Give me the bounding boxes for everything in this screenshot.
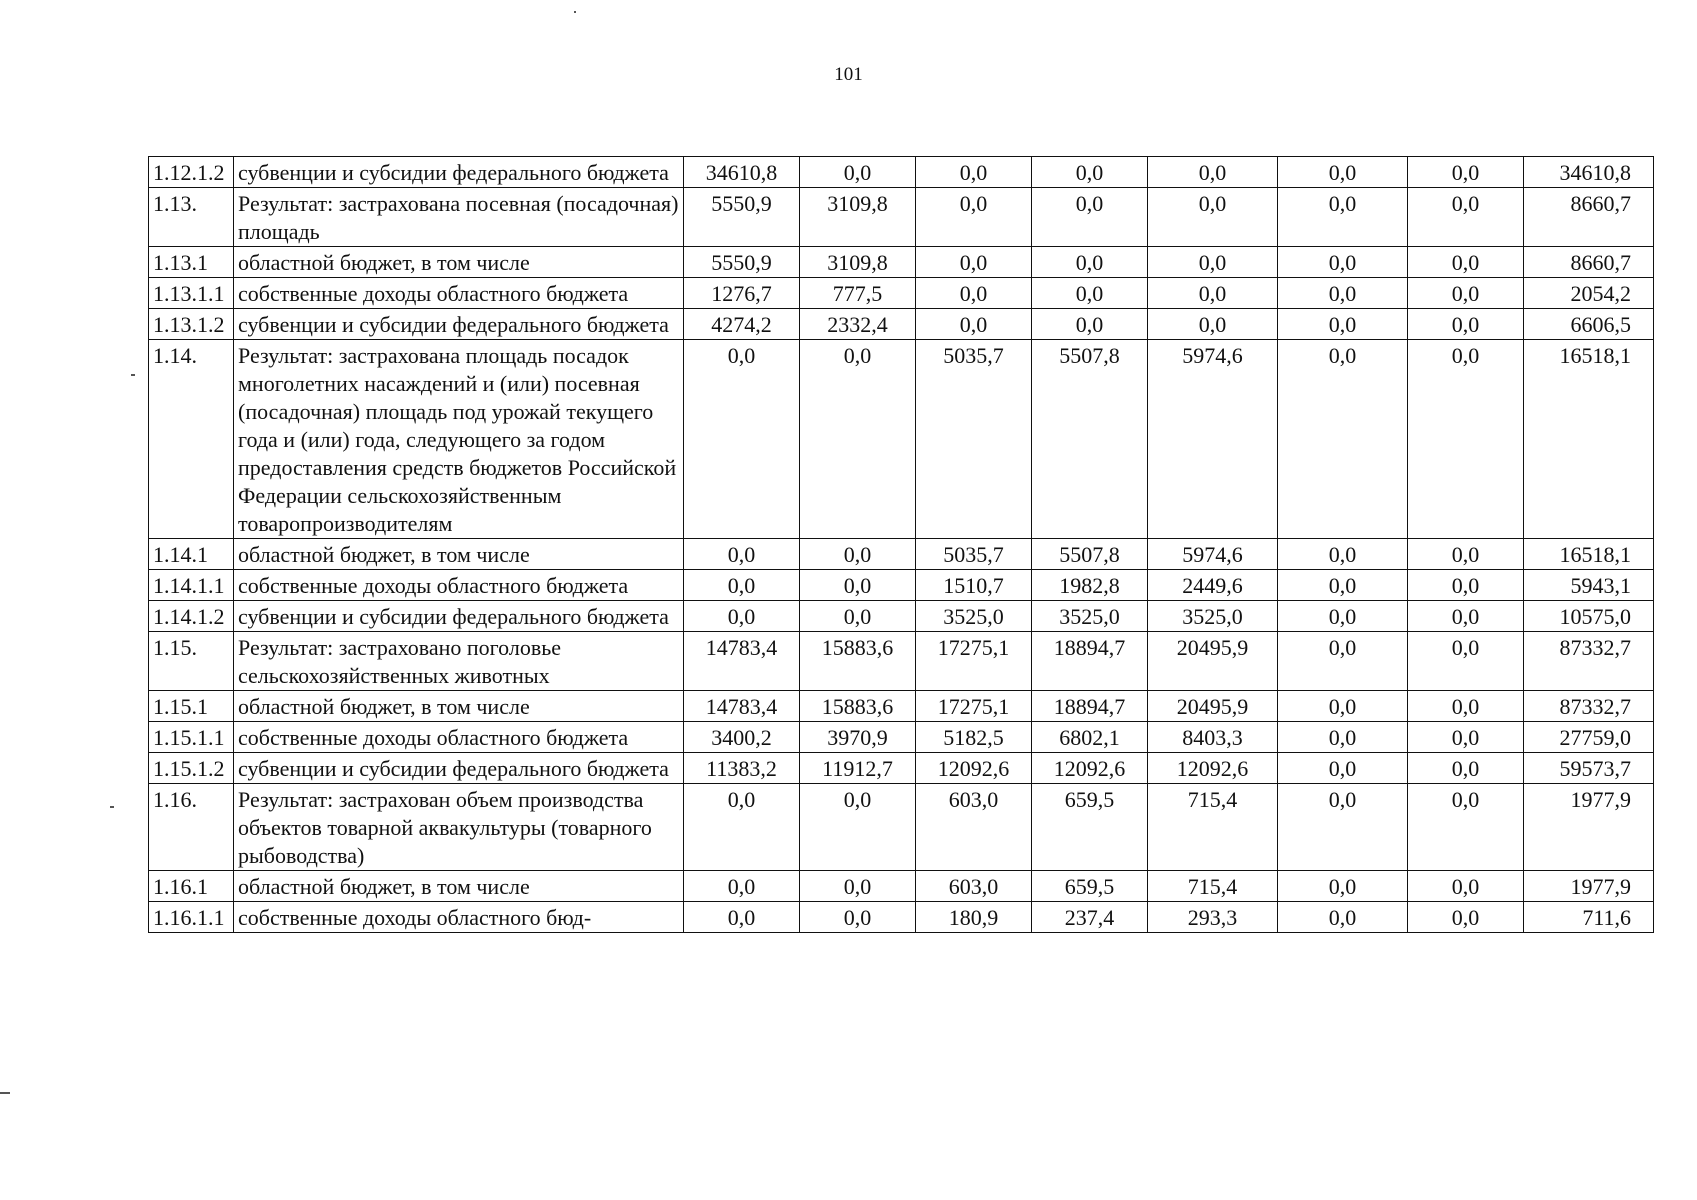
row-total-value: 59573,7 — [1524, 753, 1654, 784]
row-value: 0,0 — [1278, 188, 1408, 247]
row-value: 0,0 — [1278, 601, 1408, 632]
row-total-value: 87332,7 — [1524, 632, 1654, 691]
row-value: 34610,8 — [684, 157, 800, 188]
row-value: 14783,4 — [684, 691, 800, 722]
row-value: 0,0 — [1408, 753, 1524, 784]
row-value: 0,0 — [1408, 247, 1524, 278]
row-value: 0,0 — [1278, 247, 1408, 278]
row-value: 5035,7 — [916, 340, 1032, 539]
row-code: 1.15.1 — [149, 691, 234, 722]
table-row — [149, 539, 1654, 570]
row-value: 5507,8 — [1032, 340, 1148, 539]
row-value: 0,0 — [916, 188, 1032, 247]
row-description: областной бюджет, в том числе — [234, 539, 684, 570]
row-value: 0,0 — [1408, 691, 1524, 722]
row-value: 0,0 — [1278, 340, 1408, 539]
table-row — [149, 309, 1654, 340]
page-number: 101 — [834, 64, 863, 85]
row-value: 3109,8 — [800, 247, 916, 278]
row-value: 18894,7 — [1032, 632, 1148, 691]
row-description: субвенции и субсидии федерального бюджета — [234, 753, 684, 784]
row-value: 5182,5 — [916, 722, 1032, 753]
row-total-value: 2054,2 — [1524, 278, 1654, 309]
row-value: 3400,2 — [684, 722, 800, 753]
row-total-value: 10575,0 — [1524, 601, 1654, 632]
row-description: субвенции и субсидии федерального бюджета — [234, 309, 684, 340]
row-value: 715,4 — [1148, 784, 1278, 871]
row-value: 0,0 — [1032, 188, 1148, 247]
row-value: 0,0 — [1408, 632, 1524, 691]
row-value: 5035,7 — [916, 539, 1032, 570]
row-code: 1.13.1 — [149, 247, 234, 278]
row-value: 0,0 — [684, 784, 800, 871]
row-value: 0,0 — [800, 570, 916, 601]
row-description: собственные доходы областного бюджета — [234, 570, 684, 601]
table-row — [149, 784, 1654, 871]
row-value: 0,0 — [1408, 188, 1524, 247]
row-total-value: 34610,8 — [1524, 157, 1654, 188]
row-code: 1.13.1.1 — [149, 278, 234, 309]
row-value: 0,0 — [684, 902, 800, 933]
row-value: 3109,8 — [800, 188, 916, 247]
row-value: 2332,4 — [800, 309, 916, 340]
row-code: 1.16.1 — [149, 871, 234, 902]
row-value: 0,0 — [800, 601, 916, 632]
row-value: 1276,7 — [684, 278, 800, 309]
row-description: субвенции и субсидии федерального бюджета — [234, 157, 684, 188]
row-value: 0,0 — [1148, 188, 1278, 247]
row-value: 0,0 — [1278, 871, 1408, 902]
row-total-value: 16518,1 — [1524, 539, 1654, 570]
table-row — [149, 340, 1654, 539]
table-row — [149, 871, 1654, 902]
row-value: 0,0 — [684, 570, 800, 601]
table-row — [149, 247, 1654, 278]
row-value: 11383,2 — [684, 753, 800, 784]
row-value: 659,5 — [1032, 784, 1148, 871]
row-value: 0,0 — [684, 601, 800, 632]
row-code: 1.15.1.2 — [149, 753, 234, 784]
row-total-value: 5943,1 — [1524, 570, 1654, 601]
row-value: 659,5 — [1032, 871, 1148, 902]
row-description: собственные доходы областного бюджета — [234, 722, 684, 753]
row-value: 0,0 — [1278, 539, 1408, 570]
row-value: 603,0 — [916, 784, 1032, 871]
row-value: 0,0 — [800, 539, 916, 570]
row-value: 14783,4 — [684, 632, 800, 691]
scan-speck — [574, 11, 576, 13]
row-value: 0,0 — [1408, 157, 1524, 188]
row-value: 12092,6 — [1148, 753, 1278, 784]
row-value: 0,0 — [1408, 539, 1524, 570]
row-value: 0,0 — [1408, 784, 1524, 871]
row-value: 0,0 — [1278, 632, 1408, 691]
row-value: 0,0 — [1278, 784, 1408, 871]
row-value: 12092,6 — [916, 753, 1032, 784]
row-value: 0,0 — [800, 784, 916, 871]
row-total-value: 1977,9 — [1524, 871, 1654, 902]
row-value: 0,0 — [1408, 278, 1524, 309]
row-value: 0,0 — [800, 902, 916, 933]
row-value: 0,0 — [1278, 309, 1408, 340]
row-value: 15883,6 — [800, 691, 916, 722]
row-value: 0,0 — [1278, 157, 1408, 188]
row-value: 0,0 — [1278, 691, 1408, 722]
row-value: 0,0 — [1032, 247, 1148, 278]
row-code: 1.13.1.2 — [149, 309, 234, 340]
row-total-value: 27759,0 — [1524, 722, 1654, 753]
row-value: 715,4 — [1148, 871, 1278, 902]
row-value: 5550,9 — [684, 188, 800, 247]
row-value: 180,9 — [916, 902, 1032, 933]
row-description: Результат: застраховано поголовье сельскохозяйственных животных — [234, 632, 684, 691]
row-code: 1.14.1.1 — [149, 570, 234, 601]
row-value: 237,4 — [1032, 902, 1148, 933]
row-value: 11912,7 — [800, 753, 916, 784]
row-value: 0,0 — [916, 247, 1032, 278]
row-value: 8403,3 — [1148, 722, 1278, 753]
row-total-value: 1977,9 — [1524, 784, 1654, 871]
row-value: 0,0 — [1278, 753, 1408, 784]
row-description: собственные доходы областного бюд- — [234, 902, 684, 933]
row-value: 0,0 — [1148, 309, 1278, 340]
row-value: 3525,0 — [1148, 601, 1278, 632]
row-value: 18894,7 — [1032, 691, 1148, 722]
row-value: 0,0 — [1032, 157, 1148, 188]
row-description: областной бюджет, в том числе — [234, 871, 684, 902]
row-description: Результат: застрахована площадь посадок многолетних насаждений и (или) посевная (посадочная) площадь под урожай текущего года и (или) года, следующего за годом предоставления средств бюджетов Российской Федерации сельскохозяйственным товаропроизводителям — [234, 340, 684, 539]
row-code: 1.14.1.2 — [149, 601, 234, 632]
row-value: 0,0 — [1278, 722, 1408, 753]
row-code: 1.12.1.2 — [149, 157, 234, 188]
table-row — [149, 722, 1654, 753]
row-value: 603,0 — [916, 871, 1032, 902]
row-value: 0,0 — [916, 309, 1032, 340]
row-description: областной бюджет, в том числе — [234, 247, 684, 278]
row-value: 0,0 — [1408, 902, 1524, 933]
row-description: собственные доходы областного бюджета — [234, 278, 684, 309]
row-value: 1510,7 — [916, 570, 1032, 601]
row-value: 1982,8 — [1032, 570, 1148, 601]
row-value: 0,0 — [1408, 309, 1524, 340]
row-value: 0,0 — [1278, 570, 1408, 601]
row-value: 0,0 — [1032, 278, 1148, 309]
table-row — [149, 188, 1654, 247]
row-value: 15883,6 — [800, 632, 916, 691]
row-value: 777,5 — [800, 278, 916, 309]
row-value: 20495,9 — [1148, 632, 1278, 691]
row-value: 17275,1 — [916, 691, 1032, 722]
row-value: 0,0 — [1408, 601, 1524, 632]
table-row — [149, 902, 1654, 933]
row-code: 1.16.1.1 — [149, 902, 234, 933]
table-row — [149, 691, 1654, 722]
scan-speck — [0, 1092, 10, 1094]
row-value: 5550,9 — [684, 247, 800, 278]
row-code: 1.13. — [149, 188, 234, 247]
row-value: 3525,0 — [916, 601, 1032, 632]
row-code: 1.15.1.1 — [149, 722, 234, 753]
row-value: 293,3 — [1148, 902, 1278, 933]
row-total-value: 6606,5 — [1524, 309, 1654, 340]
row-value: 20495,9 — [1148, 691, 1278, 722]
row-value: 0,0 — [684, 340, 800, 539]
row-total-value: 8660,7 — [1524, 247, 1654, 278]
row-value: 0,0 — [1408, 722, 1524, 753]
row-code: 1.15. — [149, 632, 234, 691]
row-total-value: 711,6 — [1524, 902, 1654, 933]
row-total-value: 8660,7 — [1524, 188, 1654, 247]
row-value: 0,0 — [1148, 247, 1278, 278]
row-value: 3970,9 — [800, 722, 916, 753]
table-row — [149, 753, 1654, 784]
row-code: 1.14. — [149, 340, 234, 539]
row-value: 0,0 — [800, 157, 916, 188]
row-description: Результат: застрахован объем производства объектов товарной аквакультуры (товарного рыбоводства) — [234, 784, 684, 871]
row-code: 1.14.1 — [149, 539, 234, 570]
row-value: 2449,6 — [1148, 570, 1278, 601]
row-value: 0,0 — [1408, 570, 1524, 601]
row-value: 0,0 — [1408, 340, 1524, 539]
row-total-value: 16518,1 — [1524, 340, 1654, 539]
row-value: 0,0 — [1148, 278, 1278, 309]
table-row — [149, 570, 1654, 601]
scan-speck — [131, 374, 135, 376]
budget-table — [148, 156, 1654, 933]
row-value: 5974,6 — [1148, 539, 1278, 570]
table-row — [149, 632, 1654, 691]
row-value: 0,0 — [1148, 157, 1278, 188]
row-value: 0,0 — [1278, 902, 1408, 933]
row-description: Результат: застрахована посевная (посадочная) площадь — [234, 188, 684, 247]
row-value: 0,0 — [1278, 278, 1408, 309]
table-row — [149, 278, 1654, 309]
row-value: 5974,6 — [1148, 340, 1278, 539]
table-row — [149, 601, 1654, 632]
row-value: 0,0 — [684, 871, 800, 902]
row-value: 0,0 — [1032, 309, 1148, 340]
row-code: 1.16. — [149, 784, 234, 871]
row-total-value: 87332,7 — [1524, 691, 1654, 722]
table-row — [149, 157, 1654, 188]
row-value: 0,0 — [800, 871, 916, 902]
row-value: 6802,1 — [1032, 722, 1148, 753]
row-value: 0,0 — [684, 539, 800, 570]
row-value: 4274,2 — [684, 309, 800, 340]
row-value: 0,0 — [800, 340, 916, 539]
row-value: 3525,0 — [1032, 601, 1148, 632]
table-body — [149, 157, 1654, 933]
row-value: 17275,1 — [916, 632, 1032, 691]
row-value: 0,0 — [916, 157, 1032, 188]
row-value: 0,0 — [916, 278, 1032, 309]
row-value: 5507,8 — [1032, 539, 1148, 570]
row-description: областной бюджет, в том числе — [234, 691, 684, 722]
row-value: 12092,6 — [1032, 753, 1148, 784]
scan-speck — [110, 806, 114, 808]
row-value: 0,0 — [1408, 871, 1524, 902]
row-description: субвенции и субсидии федерального бюджета — [234, 601, 684, 632]
